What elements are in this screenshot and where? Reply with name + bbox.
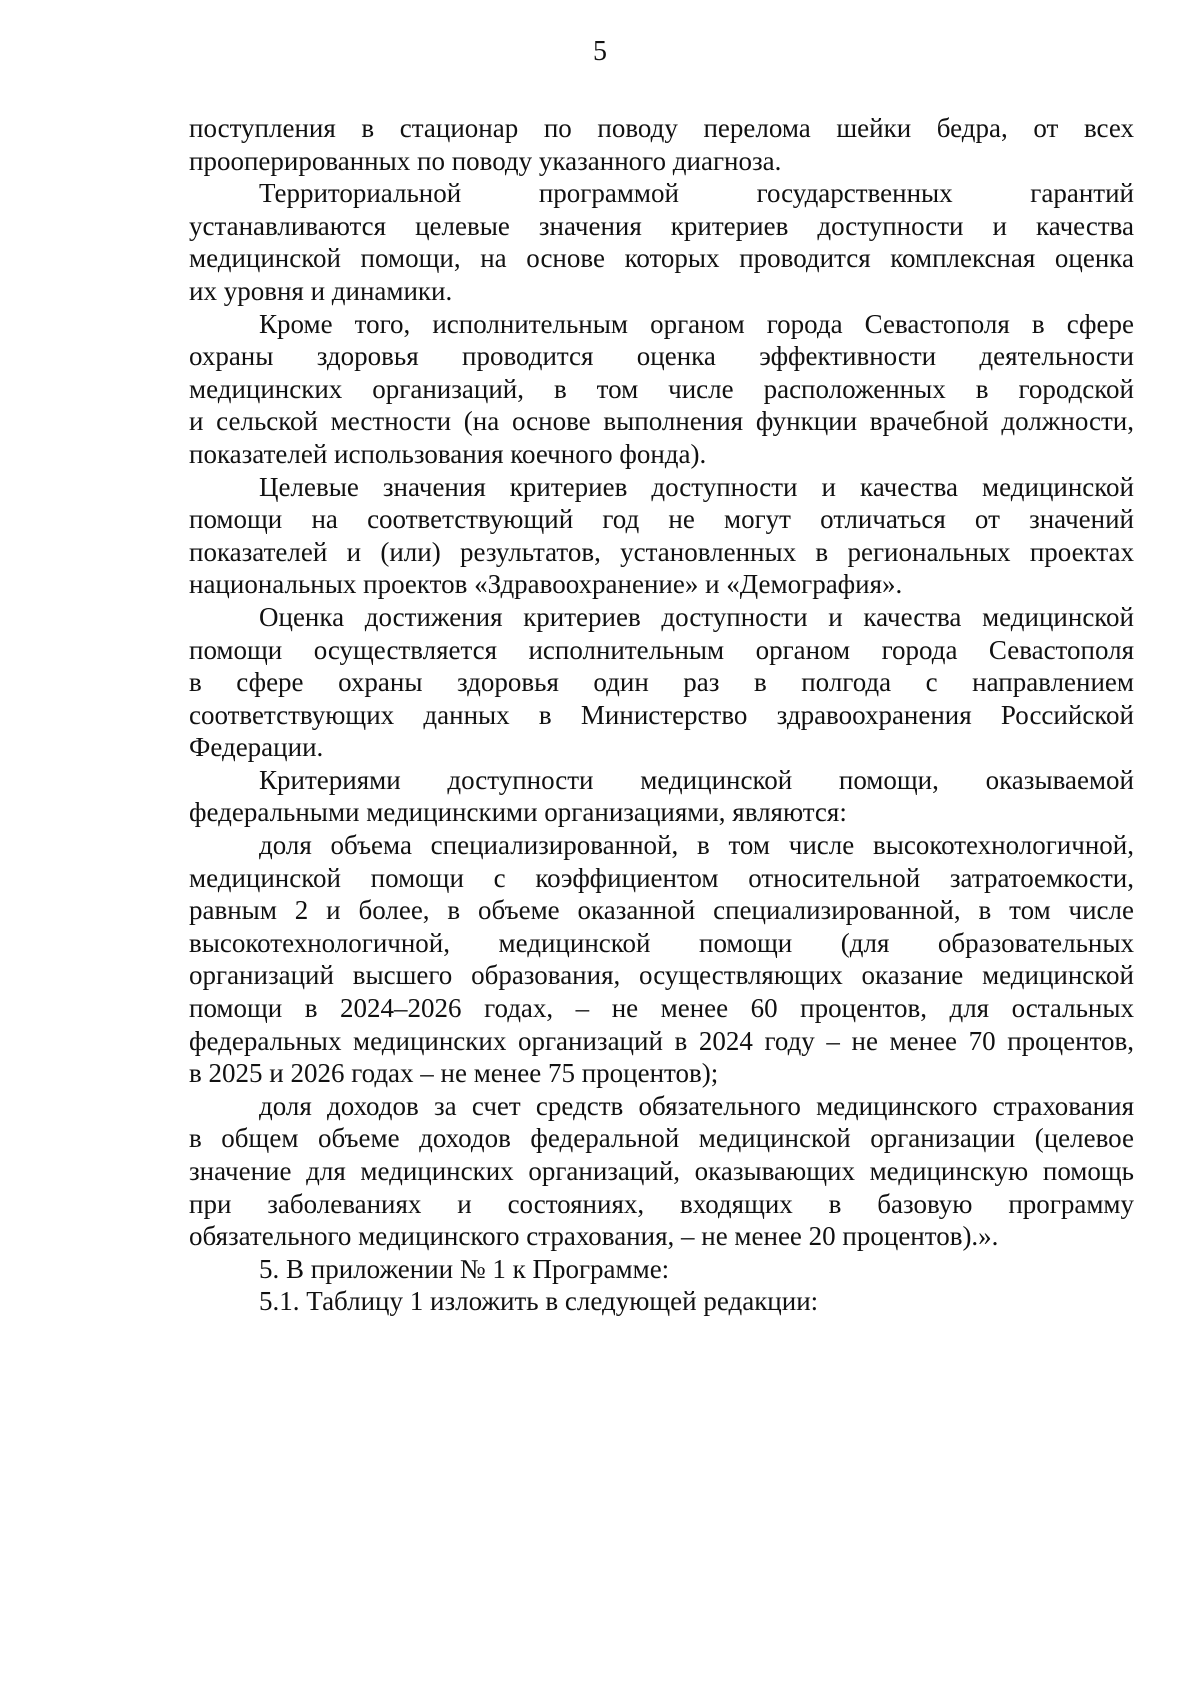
paragraph-4-line-2: помощи на соответствующий год не могут отличаться от значений [189,504,1134,535]
paragraph-7-line-1: доля объема специализированной, в том числе высокотехнологичной, [259,830,1134,861]
paragraph-4-line-4: национальных проектов «Здравоохранение» и «Демография». [189,569,903,600]
paragraph-7-line-6: помощи в 2024–2026 годах, – не менее 60 процентов, для остальных [189,993,1134,1024]
paragraph-8-line-3: значение для медицинских организаций, оказывающих медицинскую помощь [189,1156,1134,1186]
paragraph-1-line-2: прооперированных по поводу указанного диагноза. [189,145,782,176]
paragraph-2 [189,177,1134,307]
paragraph-3-line-2: охраны здоровья проводится оценка эффективности деятельности [189,341,1134,372]
paragraph-7-line-5: организаций высшего образования, осуществляющих оказание медицинской [189,960,1134,991]
paragraph-3-line-4: и сельской местности (на основе выполнения функции врачебной должности, [189,406,1134,437]
paragraph-3-line-5: показателей использования коечного фонда). [189,438,707,469]
paragraph-5 [189,601,1134,764]
paragraph-1 [189,112,1134,177]
page-number: 5 [593,36,607,67]
paragraph-4 [189,471,1134,601]
paragraph-8-line-5: обязательного медицинского страхования, – не менее 20 процентов).». [189,1221,999,1252]
document-body [189,112,1134,1318]
paragraph-8 [189,1090,1134,1253]
paragraph-5-line-2: помощи осуществляется исполнительным органом города Севастополя [189,634,1134,665]
paragraph-4-line-1: Целевые значения критериев доступности и качества медицинской [259,471,1134,502]
paragraph-6-line-1: Критериями доступности медицинской помощи, оказываемой [259,764,1134,795]
paragraph-7 [189,829,1134,1090]
paragraph-3-line-1: Кроме того, исполнительным органом города Севастополя в сфере [259,308,1134,339]
paragraph-6 [189,764,1134,829]
paragraph-4-line-3: показателей и (или) результатов, установленных в региональных проектах [189,536,1134,567]
paragraph-5-line-5: Федерации. [189,732,324,763]
paragraph-5-line-1: Оценка достижения критериев доступности и качества медицинской [259,601,1134,632]
paragraph-3-line-3: медицинских организаций, в том числе расположенных в городской [189,373,1134,404]
paragraph-2-line-4: их уровня и динамики. [189,275,453,306]
paragraph-9-line-1: 5. В приложении № 1 к Программе: [259,1253,670,1284]
paragraph-2-line-1: Территориальной программой государственных гарантий [259,178,1134,209]
paragraph-7-line-4: высокотехнологичной, медицинской помощи (для образовательных [189,927,1134,958]
paragraph-2-line-3: медицинской помощи, на основе которых проводится комплексная оценка [189,243,1134,274]
paragraph-5-line-4: соответствующих данных в Министерство здравоохранения Российской [189,699,1134,730]
paragraph-2-line-2: устанавливаются целевые значения критериев доступности и качества [189,210,1134,241]
paragraph-8-line-4: при заболеваниях и состояниях, входящих в базовую программу [189,1188,1134,1219]
paragraph-7-line-2: медицинской помощи с коэффициентом относительной затратоемкости, [189,862,1134,893]
paragraph-8-line-2: в общем объеме доходов федеральной медицинской организации (целевое [189,1123,1134,1154]
paragraph-7-line-3: равным 2 и более, в объеме оказанной специализированной, в том числе [189,895,1134,926]
paragraph-3 [189,308,1134,471]
paragraph-6-line-2: федеральными медицинскими организациями, являются: [189,797,847,828]
paragraph-1-line-1: поступления в стационар по поводу перелома шейки бедра, от всех [189,113,1134,143]
paragraph-9 [189,1253,1134,1286]
paragraph-8-line-1: доля доходов за счет средств обязательного медицинского страхования [259,1090,1134,1121]
paragraph-10 [189,1285,1134,1318]
paragraph-7-line-7: федеральных медицинских организаций в 2024 году – не менее 70 процентов, [189,1025,1134,1056]
paragraph-10-line-1: 5.1. Таблицу 1 изложить в следующей редакции: [259,1286,819,1317]
paragraph-7-line-8: в 2025 и 2026 годах – не менее 75 процентов); [189,1058,719,1089]
paragraph-5-line-3: в сфере охраны здоровья один раз в полгода с направлением [189,667,1134,698]
